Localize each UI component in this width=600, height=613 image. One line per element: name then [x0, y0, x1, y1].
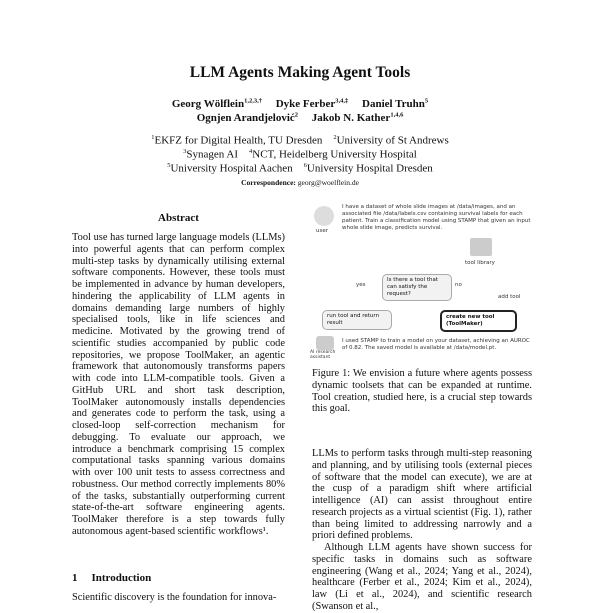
tool-library-icon — [470, 238, 492, 256]
user-avatar-icon — [314, 206, 334, 226]
abstract-text: Tool use has turned large language models (LLMs) into powerful agents that can perform complex multi-step tasks by dynamically utilising external software components. However, these tools must be implemented in advance by human developers, hindering the applicability of LLM agents in domains demanding large numbers of highly specialised tools, like in life sciences and medicine. Motivated by the growing trend of scientific studies accompanied by public code repositories, we propose ToolMaker, an agentic framework that autonomously transforms papers with code into LLM-compatible tools. Given a GitHub URL and short task description, ToolMaker autonomously installs dependencies and generates code to perform the task, using a closed-loop self-correction mechanism for debugging. To evaluate our approach, we introduce a benchmark comprising 15 complex computational tasks spanning various domains with over 100 unit tests to assess correctness and robustness. Our method correctly implements 80% of the tasks, substantially outperforming current state-of-the-art software engineering agents. ToolMaker therefore is a step towards fully autonomous agent-based scientific workflows¹. — [72, 232, 285, 537]
assistant-label: AI research assistant — [310, 350, 336, 360]
assistant-response: I used STAMP to train a model on your dataset, achieving an AUROC of 0.82. The saved model is available at /data/model.pt. — [342, 338, 530, 351]
correspondence: Correspondence: georg@woelflein.de — [241, 178, 359, 187]
author: Daniel Truhn$^5$ — [362, 97, 429, 110]
affiliations-line-3: $^5$University Hospital Aachen $^6$University Hospital Dresden — [167, 162, 433, 175]
figure-caption: Figure 1: We envision a future where agents possess dynamic toolsets that can be expanded at runtime. Tool creation, studied here, is a crucial step towards this goal. — [312, 368, 532, 415]
paragraph: LLMs to perform tasks through multi-step reasoning and planning, and by utilising tools (external pieces of software that the model can execute), we are at the cusp of a paradigm shift where artificial intelligence (AI) can assist throughout entire research projects as a virtual scientist (Fig. 1), rather than being limited to addressing narrowly and a priori defined problems. — [312, 448, 532, 542]
affiliations-line-2: $^3$Synagen AI $^4$NCT, Heidelberg University Hospital — [183, 148, 417, 161]
tool-library-label: tool library — [465, 260, 495, 266]
section-heading: 1 Introduction — [72, 572, 152, 584]
authors-line-2 — [0, 111, 600, 124]
decision-box: Is there a tool that can satisfy the request? — [382, 274, 452, 301]
author: Georg Wölflein$^{1,2,3,\dagger}$ — [171, 97, 262, 110]
abstract-heading: Abstract — [158, 212, 199, 224]
author: Jakob N. Kather$^{1,4,6}$ — [311, 111, 404, 124]
user-prompt: I have a dataset of whole slide images at /data/images, and an associated file /data/labels.csv containing survival labels for each patient. Train a classification model using STAMP that given an input whole slide image, predicts survival. — [342, 204, 531, 231]
add-tool-label: add tool — [498, 294, 521, 300]
author: Dyke Ferber$^{3,4,\ddagger}$ — [275, 97, 349, 110]
body-text — [312, 448, 532, 613]
create-tool-box: create new tool (ToolMaker) — [440, 310, 517, 332]
email-link[interactable]: georg@woelflein.de — [297, 178, 359, 187]
run-tool-box: run tool and return result — [322, 310, 392, 330]
author: Ognjen Arandjelović$^2$ — [196, 111, 299, 124]
user-label: user — [316, 228, 328, 234]
no-label: no — [455, 282, 462, 288]
paper-title: LLM Agents Making Agent Tools — [189, 64, 411, 81]
paragraph: Although LLM agents have shown success for specific tasks in domains such as software engineering (Wang et al., 2024; Yang et al., 2024), healthcare (Ferber et al., 2024; Kim et al., 2024), law (Li et al., 2024), and scientific research (Swanson et al., — [312, 542, 532, 612]
authors-line-1 — [0, 97, 600, 110]
figure-1 — [310, 198, 535, 358]
affiliations-line-1: $^1$EKFZ for Digital Health, TU Dresden $^2$University of St Andrews — [151, 134, 449, 147]
intro-text: Scientific discovery is the foundation for innova- — [72, 592, 277, 603]
robot-icon — [316, 336, 334, 350]
yes-label: yes — [356, 282, 366, 288]
